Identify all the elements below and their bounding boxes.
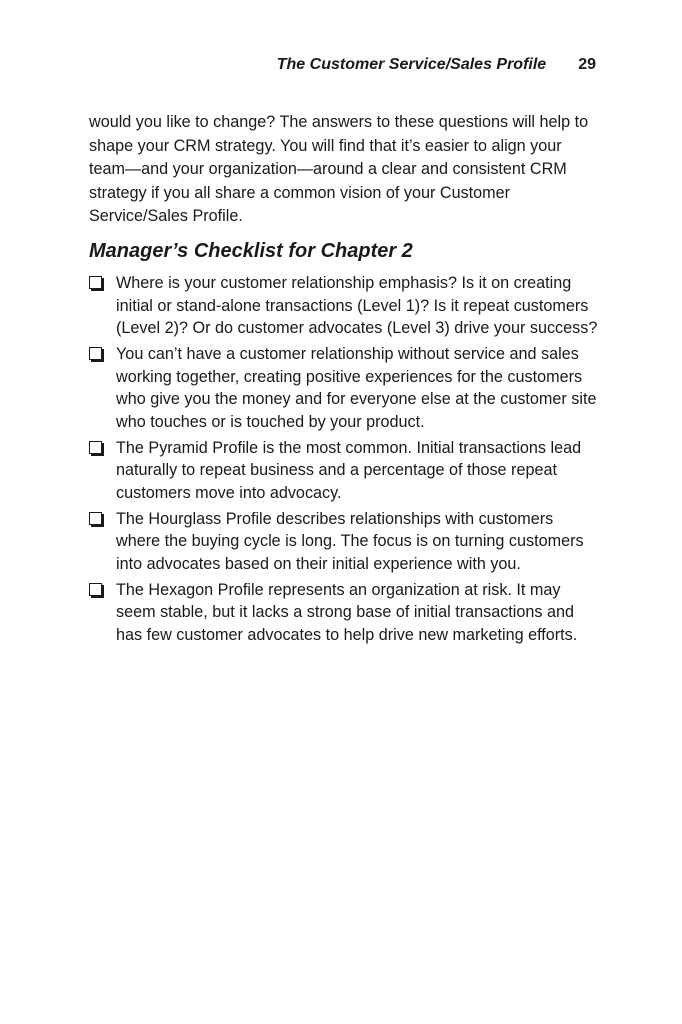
intro-paragraph: would you like to change? The answers to these questions will help to shape your CRM strategy. You will find that it’s easier to align your team—and your organization—around a clear and consistent CRM strategy if you all share a common vision of your Customer Service/Sales Profile. [89, 113, 589, 225]
page-number: 29 [578, 56, 596, 73]
checklist-heading: Manager’s Checklist for Chapter 2 [89, 240, 413, 262]
checklist-item-text: The Hourglass Profile describes relationships with customers where the buying cycle is long. The focus is on turning customers into advocates based on their initial experience with you. [116, 509, 584, 573]
checklist-item-text: Where is your customer relationship emphasis? Is it on creating initial or stand-alone transactions (Level 1)? Is it repeat customers (Level 2)? Or do customer advocates (Level 3) drive your success? [116, 274, 598, 337]
checkbox-icon [89, 276, 102, 289]
running-header [0, 55, 596, 75]
checkbox-icon [89, 512, 102, 525]
managers-checklist [89, 272, 601, 650]
checklist-item [89, 579, 601, 647]
checklist-item [89, 343, 601, 433]
checklist-item [89, 437, 601, 505]
checklist-item-text: You can’t have a customer relationship without service and sales working together, creating positive experiences for the customers who give you the money and for everyone else at the customer site who touches or is touched by your product. [116, 345, 597, 431]
checklist-item-text: The Pyramid Profile is the most common. Initial transactions lead naturally to repeat business and a percentage of those repeat customers move into advocacy. [116, 438, 582, 502]
checkbox-icon [89, 347, 102, 360]
checklist-item [89, 508, 601, 576]
checkbox-icon [89, 441, 102, 454]
checkbox-icon [89, 583, 102, 596]
checklist-item-text: The Hexagon Profile represents an organization at risk. It may seem stable, but it lacks a strong base of initial transactions and has few customer advocates to help drive new marketing efforts. [116, 580, 578, 644]
running-title: The Customer Service/Sales Profile [276, 56, 547, 73]
checklist-item [89, 272, 601, 340]
